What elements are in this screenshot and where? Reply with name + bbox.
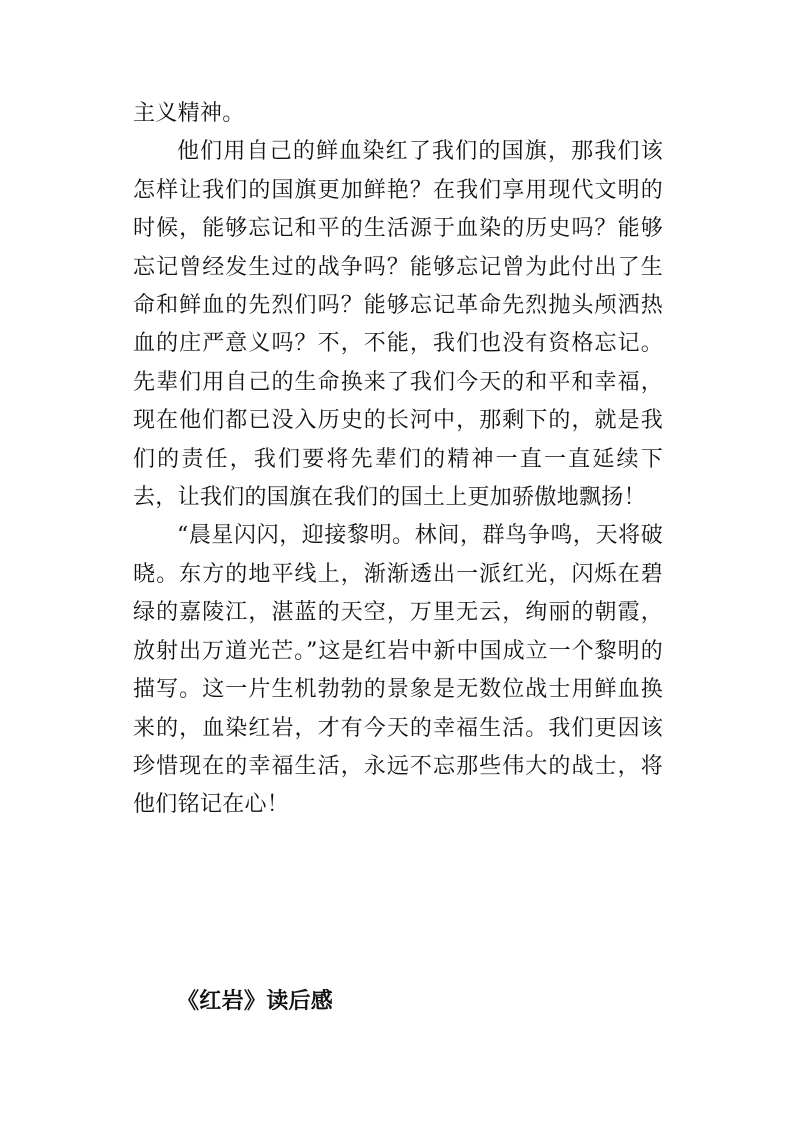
paragraph-dawn-quote: “晨星闪闪，迎接黎明。林间，群鸟争鸣，天将破晓。东方的地平线上，渐渐透出一派红光，闪烁在碧绿的嘉陵江，湛蓝的天空，万里无云，绚丽的朝霞，放射出万道光芒。”这是红岩中新中国成立一个黎明的描写。这一片生机勃勃的景象是无数位战士用鲜血换来的，血染红岩，才有今天的幸福生活。我们更因该珍惜现在的幸福生活，永远不忘那些伟大的战士，将他们铭记在心！ bbox=[133, 523, 663, 818]
essay-title: 《红岩》读后感 bbox=[177, 988, 334, 1014]
paragraph-continuation: 主义精神。 bbox=[133, 101, 245, 126]
body-text bbox=[133, 95, 663, 825]
paragraph-national-flag: 他们用自己的鲜血染红了我们的国旗，那我们该怎样让我们的国旗更加鲜艳？在我们享用现代文明的时候，能够忘记和平的生活源于血染的历史吗？能够忘记曾经发生过的战争吗？能够忘记曾为此付出了生命和鲜血的先烈们吗？能够忘记革命先烈抛头颅洒热血的庄严意义吗？不，不能，我们也没有资格忘记。先辈们用自己的生命换来了我们今天的和平和幸福，现在他们都已没入历史的长河中，那剩下的，就是我们的责任，我们要将先辈们的精神一直一直延续下去，让我们的国旗在我们的国土上更加骄傲地飘扬！ bbox=[133, 139, 663, 511]
